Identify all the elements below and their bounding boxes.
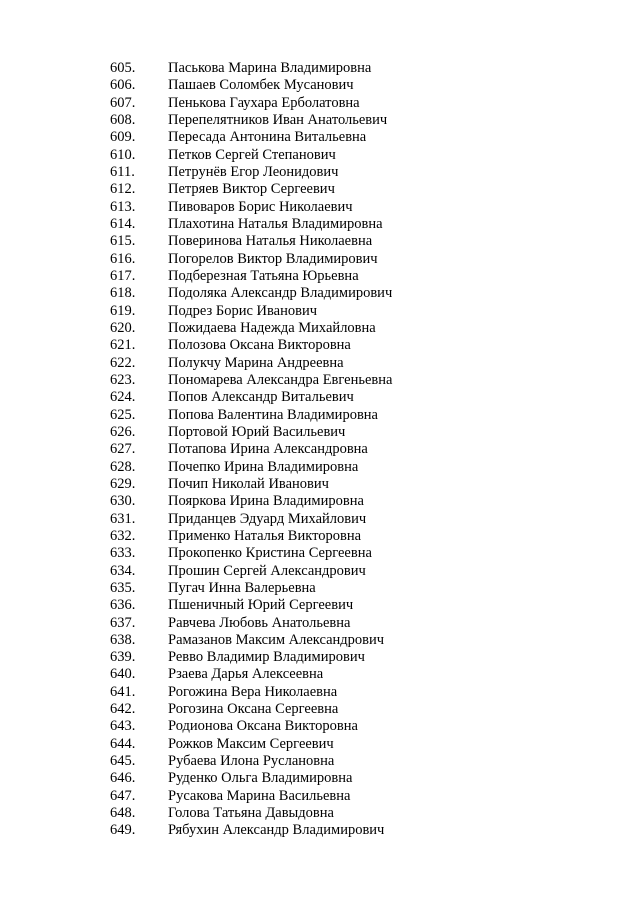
entry-name: Рзаева Дарья Алексеевна	[168, 666, 324, 683]
entry-number: 605.	[110, 60, 136, 76]
entry-name: Пашаев Соломбек Мусанович	[168, 77, 354, 94]
list-item	[110, 407, 392, 424]
entry-name: Погорелов Виктор Владимирович	[168, 250, 378, 267]
entry-number: 628.	[110, 458, 136, 475]
list-item	[110, 770, 392, 787]
entry-number: 647.	[110, 787, 136, 804]
entry-number: 609.	[110, 129, 136, 146]
entry-name: Почепко Ирина Владимировна	[168, 458, 359, 475]
entry-name: Портовой Юрий Васильевич	[168, 423, 346, 440]
entry-number: 637.	[110, 614, 136, 631]
list-item	[110, 216, 392, 233]
entry-number: 619.	[110, 302, 136, 319]
list-item	[110, 649, 392, 666]
list-item	[110, 164, 392, 181]
entry-name: Пугач Инна Валерьевна	[168, 579, 316, 596]
list-item	[110, 528, 392, 545]
entry-name: Петряев Виктор Сергеевич	[168, 181, 335, 198]
list-item	[110, 459, 392, 476]
entry-name: Рожков Максим Сергеевич	[168, 735, 334, 752]
list-item	[110, 251, 392, 268]
list-item	[110, 181, 392, 198]
entry-name: Пенькова Гаухара Ерболатовна	[168, 94, 360, 111]
entry-number: 641.	[110, 683, 136, 700]
entry-number: 640.	[110, 666, 136, 683]
entry-name: Петрунёв Егор Леонидович	[168, 163, 339, 180]
entry-number: 616.	[110, 250, 136, 267]
entry-name: Попов Александр Витальевич	[168, 389, 354, 406]
entry-name: Перепелятников Иван Анатольевич	[168, 111, 388, 128]
entry-name: Русакова Марина Васильевна	[168, 787, 351, 804]
list-item	[110, 268, 392, 285]
entry-name: Голова Татьяна Давыдовна	[168, 805, 334, 822]
list-item	[110, 372, 392, 389]
entry-name: Рогожина Вера Николаевна	[168, 683, 338, 700]
list-item	[110, 424, 392, 441]
entry-name: Паськова Марина Владимировна	[168, 60, 372, 76]
list-item	[110, 493, 392, 510]
entry-name: Пожидаева Надежда Михайловна	[168, 319, 376, 336]
entry-number: 630.	[110, 493, 136, 510]
entry-name: Потапова Ирина Александровна	[168, 441, 368, 458]
entry-name: Полукчу Марина Андреевна	[168, 354, 344, 371]
entry-number: 612.	[110, 181, 136, 198]
entry-number: 624.	[110, 389, 136, 406]
list-item	[110, 615, 392, 632]
entry-number: 635.	[110, 579, 136, 596]
list-item	[110, 337, 392, 354]
entry-number: 623.	[110, 371, 136, 388]
entry-number: 620.	[110, 319, 136, 336]
entry-name: Рябухин Александр Владимирович	[168, 822, 385, 839]
entry-name: Пояркова Ирина Владимировна	[168, 493, 364, 510]
list-item	[110, 389, 392, 406]
entry-name: Рубаева Илона Руслановна	[168, 753, 335, 770]
entry-name: Рамазанов Максим Александрович	[168, 631, 385, 648]
entry-number: 614.	[110, 215, 136, 232]
list-item	[110, 753, 392, 770]
list-item	[110, 563, 392, 580]
entry-name: Руденко Ольга Владимировна	[168, 770, 353, 787]
entry-name: Ревво Владимир Владимирович	[168, 649, 365, 666]
list-item	[110, 545, 392, 562]
entry-number: 622.	[110, 354, 136, 371]
entry-number: 617.	[110, 267, 136, 284]
entry-number: 633.	[110, 545, 136, 562]
list-item	[110, 303, 392, 320]
entry-name: Почип Николай Иванович	[168, 475, 329, 492]
entry-name: Равчева Любовь Анатольевна	[168, 614, 351, 631]
list-item	[110, 476, 392, 493]
entry-number: 627.	[110, 441, 136, 458]
entry-name: Подрез Борис Иванович	[168, 302, 318, 319]
list-item	[110, 822, 392, 839]
entry-number: 638.	[110, 631, 136, 648]
entry-name: Попова Валентина Владимировна	[168, 406, 378, 423]
entry-name: Пересада Антонина Витальевна	[168, 129, 367, 146]
list-item	[110, 788, 392, 805]
list-item	[110, 199, 392, 216]
list-item	[110, 355, 392, 372]
list-item	[110, 320, 392, 337]
list-item	[110, 147, 392, 164]
entry-number: 611.	[110, 163, 135, 180]
list-item	[110, 95, 392, 112]
entry-number: 648.	[110, 805, 136, 822]
entry-number: 646.	[110, 770, 136, 787]
list-item	[110, 285, 392, 302]
entry-number: 644.	[110, 735, 136, 752]
entry-name: Пивоваров Борис Николаевич	[168, 198, 353, 215]
entry-name: Рогозина Оксана Сергеевна	[168, 701, 339, 718]
list-item	[110, 805, 392, 822]
entry-number: 642.	[110, 701, 136, 718]
entry-number: 606.	[110, 77, 136, 94]
list-item	[110, 129, 392, 146]
list-item	[110, 666, 392, 683]
entry-number: 615.	[110, 233, 136, 250]
entry-number: 626.	[110, 423, 136, 440]
entry-number: 618.	[110, 285, 136, 302]
list-item	[110, 736, 392, 753]
entry-name: Прокопенко Кристина Сергеевна	[168, 545, 372, 562]
entry-name: Прошин Сергей Александрович	[168, 562, 366, 579]
list-item	[110, 112, 392, 129]
entry-name: Родионова Оксана Викторовна	[168, 718, 358, 735]
entry-name: Петков Сергей Степанович	[168, 146, 336, 163]
list-item	[110, 580, 392, 597]
list-item	[110, 597, 392, 614]
entry-number: 632.	[110, 527, 136, 544]
entry-name: Приданцев Эдуард Михайлович	[168, 510, 367, 527]
entry-number: 621.	[110, 337, 136, 354]
entry-number: 610.	[110, 146, 136, 163]
entry-name: Полозова Оксана Викторовна	[168, 337, 351, 354]
list-item	[110, 632, 392, 649]
entry-name: Поверинова Наталья Николаевна	[168, 233, 373, 250]
entry-number: 636.	[110, 597, 136, 614]
entry-name: Пшеничный Юрий Сергеевич	[168, 597, 354, 614]
entry-number: 649.	[110, 822, 136, 839]
entry-number: 639.	[110, 649, 136, 666]
entry-name: Подберезная Татьяна Юрьевна	[168, 267, 359, 284]
entry-number: 631.	[110, 510, 136, 527]
entry-name: Пономарева Александра Евгеньевна	[168, 371, 393, 388]
list-item	[110, 233, 392, 250]
entry-name: Применко Наталья Викторовна	[168, 527, 362, 544]
list-item	[110, 684, 392, 701]
entry-name: Плахотина Наталья Владимировна	[168, 215, 383, 232]
entry-number: 643.	[110, 718, 136, 735]
list-item	[110, 60, 392, 77]
entry-name: Подоляка Александр Владимирович	[168, 285, 393, 302]
entry-number: 625.	[110, 406, 136, 423]
entry-number: 634.	[110, 562, 136, 579]
name-list	[110, 60, 392, 840]
list-item	[110, 718, 392, 735]
list-item	[110, 511, 392, 528]
entry-number: 613.	[110, 198, 136, 215]
entry-number: 608.	[110, 111, 136, 128]
entry-number: 629.	[110, 475, 136, 492]
list-item	[110, 77, 392, 94]
entry-number: 645.	[110, 753, 136, 770]
entry-number: 607.	[110, 94, 136, 111]
list-item	[110, 701, 392, 718]
list-item	[110, 441, 392, 458]
